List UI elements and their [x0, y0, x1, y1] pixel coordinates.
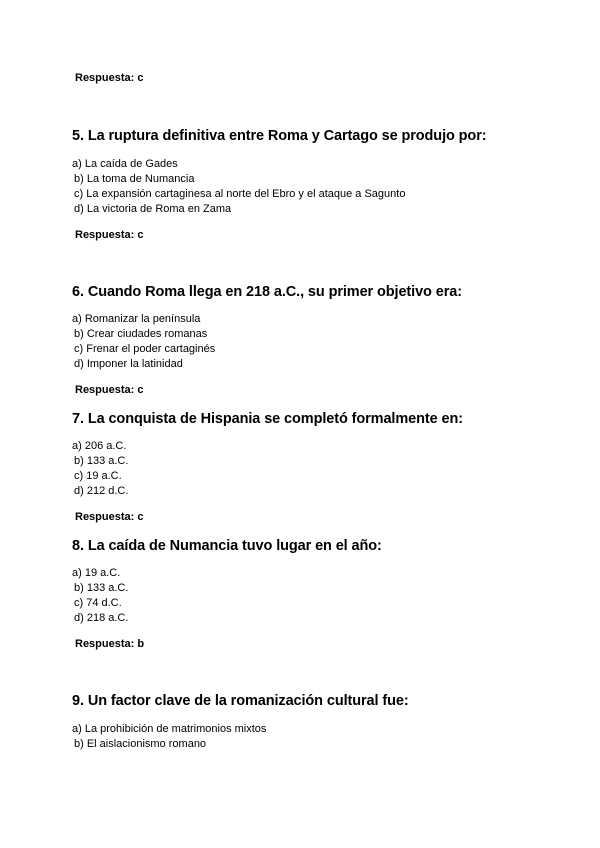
answer-line	[75, 72, 143, 85]
option-c: c) La expansión cartaginesa al norte del Ebro y el ataque a Sagunto	[74, 188, 406, 200]
option-c: c) 19 a.C.	[74, 470, 122, 482]
question-9-options	[72, 722, 266, 752]
question-5-title: 5. La ruptura definitiva entre Roma y Cartago se produjo por:	[72, 128, 487, 144]
option-a: a) La caída de Gades	[72, 158, 178, 170]
answer-line	[75, 229, 143, 242]
option-a: a) 206 a.C.	[72, 440, 127, 452]
answer-value: b	[137, 638, 145, 650]
answer-line	[75, 511, 143, 524]
answer-label: Respuesta:	[75, 72, 135, 84]
answer-value: c	[137, 229, 144, 241]
option-c: c) 74 d.C.	[74, 597, 122, 609]
question-5-options	[72, 157, 405, 217]
question-6-options	[72, 312, 215, 372]
answer-line	[75, 384, 143, 397]
answer-label: Respuesta:	[75, 638, 135, 650]
option-b: b) 133 a.C.	[74, 455, 129, 467]
answer-label: Respuesta:	[75, 384, 135, 396]
question-7-options	[72, 439, 128, 499]
option-b: b) El aislacionismo romano	[74, 738, 207, 750]
option-a: a) La prohibición de matrimonios mixtos	[72, 723, 267, 735]
question-7-title: 7. La conquista de Hispania se completó formalmente en:	[72, 411, 463, 427]
option-a: a) Romanizar la península	[72, 313, 201, 325]
question-9-title: 9. Un factor clave de la romanización cultural fue:	[72, 693, 409, 709]
answer-label: Respuesta:	[75, 511, 135, 523]
question-8-options	[72, 566, 128, 626]
option-b: b) La toma de Numancia	[74, 173, 195, 185]
option-a: a) 19 a.C.	[72, 567, 121, 579]
answer-label: Respuesta:	[75, 229, 135, 241]
answer-value: c	[137, 384, 144, 396]
answer-value: c	[137, 72, 144, 84]
option-b: b) Crear ciudades romanas	[74, 328, 208, 340]
answer-value: c	[137, 511, 144, 523]
option-c: c) Frenar el poder cartaginés	[74, 343, 216, 355]
option-d: d) Imponer la latinidad	[74, 358, 183, 370]
answer-line	[75, 638, 144, 651]
option-d: d) La victoria de Roma en Zama	[74, 203, 232, 215]
question-8-title: 8. La caída de Numancia tuvo lugar en el año:	[72, 538, 382, 554]
option-d: d) 218 a.C.	[74, 612, 129, 624]
option-b: b) 133 a.C.	[74, 582, 129, 594]
question-6-title: 6. Cuando Roma llega en 218 a.C., su primer objetivo era:	[72, 284, 462, 300]
option-d: d) 212 d.C.	[74, 485, 129, 497]
